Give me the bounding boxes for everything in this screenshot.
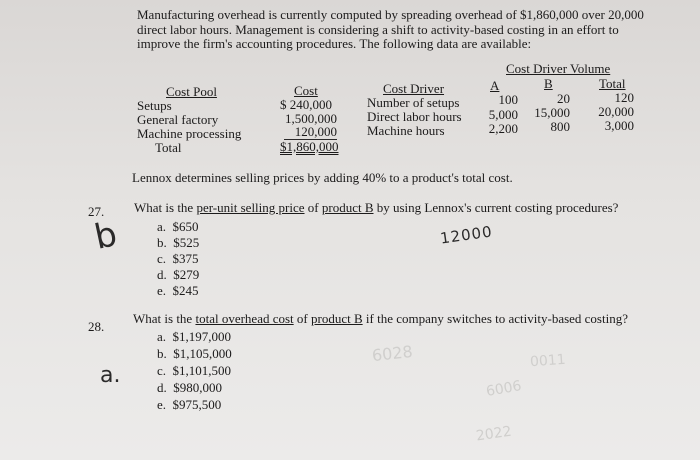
row-general-driver: Direct labor hours [367, 109, 462, 124]
row-machine-total: 3,000 [604, 118, 634, 133]
cost-driver-volume-heading: Cost Driver Volume [506, 61, 611, 76]
row-general-b: 15,000 [534, 105, 570, 120]
q27-option-c: c. $375 [157, 251, 199, 266]
row-setups-cost: $ 240,000 [280, 97, 332, 112]
problem-intro: Manufacturing overhead is currently computed by spreading overhead of $1,860,000 over 20,000 direct labor hours. Management is considering a shift to activity-based costing in an effort to improve the firm's accounting procedures. The following data are available: [137, 7, 644, 51]
row-setups-driver: Number of setups [367, 95, 460, 110]
q27-option-d: d. $279 [157, 267, 200, 282]
row-general-a: 5,000 [488, 107, 518, 122]
question-27-number: 27. [88, 204, 105, 219]
header-cost: Cost [294, 83, 318, 98]
header-total: Total [599, 76, 626, 91]
faint-pencil-mark-4: 2022 [475, 423, 513, 445]
faint-pencil-mark-2: 0011 [529, 351, 567, 371]
q28-option-c: c. $1,101,500 [157, 363, 232, 378]
row-setups-total: 120 [614, 90, 634, 105]
row-general-pool: General factory [137, 112, 219, 127]
header-b: B [544, 76, 553, 91]
row-setups-a: 100 [498, 92, 518, 107]
q28-option-e: e. $975,500 [157, 397, 222, 412]
header-cost-driver: Cost Driver [383, 81, 445, 96]
faint-pencil-mark-3: 6006 [484, 378, 523, 400]
question-28-text: What is the total overhead cost of product B if the company switches to activity-based costing? [133, 311, 628, 326]
row-machine-driver: Machine hours [367, 123, 445, 138]
row-machine-cost: 120,000 [294, 124, 337, 139]
question-27-text: What is the per-unit selling price of product B by using Lennox's current costing procedures? [134, 200, 619, 215]
header-a: A [490, 78, 500, 93]
faint-pencil-mark-1: 6028 [371, 341, 414, 366]
row-setups-pool: Setups [137, 98, 172, 113]
header-cost-pool: Cost Pool [166, 84, 217, 99]
row-general-total: 20,000 [598, 104, 634, 119]
row-general-cost: 1,500,000 [285, 111, 337, 126]
row-total-label: Total [155, 140, 182, 155]
question-28-number: 28. [88, 319, 105, 334]
handwritten-answer-28: a. [100, 363, 121, 388]
handwritten-answer-27: b [91, 214, 121, 258]
q28-option-d: d. $980,000 [157, 380, 222, 395]
row-total-cost: $1,860,000 [280, 139, 339, 154]
q28-option-a: a. $1,197,000 [157, 329, 232, 344]
q28-option-b: b. $1,105,000 [157, 346, 232, 361]
pricing-note: Lennox determines selling prices by adding 40% to a product's total cost. [132, 170, 513, 185]
q27-option-e: e. $245 [157, 283, 199, 298]
row-setups-b: 20 [557, 91, 570, 106]
q27-option-a: a. $650 [157, 219, 199, 234]
row-machine-pool: Machine processing [137, 126, 242, 141]
row-machine-a: 2,200 [488, 121, 518, 136]
q27-option-b: b. $525 [157, 235, 200, 250]
handwritten-note-12000: 12000 [439, 222, 494, 248]
row-machine-b: 800 [550, 119, 570, 134]
